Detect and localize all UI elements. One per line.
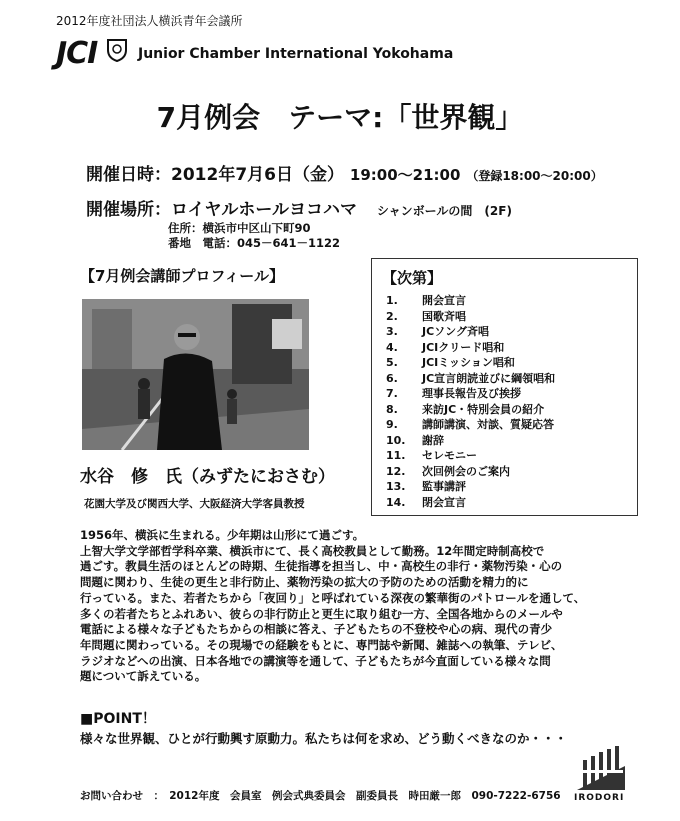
venue-value: ロイヤルホールヨコハマ [171, 200, 357, 220]
address-line-1: 住所：横浜市中区山下町90 [168, 221, 311, 235]
bio-line: 電話による様々な子どもたちからの相談に答え、子どもたちの不登校や心の病、現代の青少 [80, 622, 553, 637]
bio-line: 上智大学文学部哲学科卒業、横浜市にて、長く高校教員として勤務。12年間定時制高校で [80, 543, 545, 558]
speaker-biography [80, 528, 620, 685]
speaker-photo [82, 299, 309, 450]
agenda-list [386, 293, 555, 510]
profile-heading: 【7月例会講師プロフィール】 [80, 267, 284, 285]
event-time: 19:00～21:00 [349, 166, 461, 184]
venue-room: シャンボールの間 (2F) [376, 204, 512, 218]
event-datetime [86, 160, 603, 185]
page-title: 7月例会 テーマ:「世界観」 [156, 101, 524, 134]
agenda-item: 6. JC宣言朗読並びに綱領唱和 [386, 371, 556, 385]
jci-logo: JCI [56, 36, 98, 71]
agenda-item: 5. JCIミッション唱和 [386, 356, 515, 369]
bio-line: 多くの若者たちとふれあい、彼らの非行防止と更生に取り組む一方、全国各地からのメールや [80, 606, 563, 621]
contact-info: お問い合わせ ： 2012年度 会員室 例会式典委員会 副委員長 時田厳一郎 090-7222-6756 [80, 790, 561, 802]
agenda-item: 2. 国歌斉唱 [386, 309, 466, 323]
agenda-item: 11. セレモニー [386, 449, 477, 462]
agenda-item: 13. 監事講評 [386, 480, 466, 493]
point-heading: ■POINT！ [80, 711, 156, 727]
venue-address [168, 221, 340, 251]
agenda-item: 12. 次回例会のご案内 [386, 464, 510, 478]
bio-line: 過ごす。教員生活のほとんどの時期、生徒指導を担当し、中・高校生の非行・薬物汚染・心の [80, 559, 563, 574]
agenda-item: 14. 閉会宣言 [386, 495, 466, 509]
bio-line: 1956年、横浜に生まれる。少年期は山形にて過ごす。 [80, 528, 365, 542]
venue-label: 開催場所： [86, 200, 171, 220]
bio-line: ラジオなどへの出演、日本各地での講演等を通して、子どもたちが今直面している様々な問 [80, 653, 551, 668]
speaker-affiliation: 花園大学及び関西大学、大阪経済大学客員教授 [84, 498, 305, 510]
date-value: 2012年7月6日（金） [171, 165, 344, 185]
jci-org-name: Junior Chamber International Yokohama [138, 46, 454, 62]
event-venue [86, 195, 512, 220]
agenda-item: 3. JCソング斉唱 [386, 325, 489, 338]
agenda-item: 4. JCIクリード唱和 [386, 340, 505, 354]
agenda-item: 9. 講師講演、対談、質疑応答 [386, 418, 554, 431]
bio-line: 年問題に関わっている。その現場での経験をもとに、専門誌や新聞、雑誌への執筆、テレビ、 [80, 637, 563, 652]
organization-name: 2012年度社団法人横浜青年会議所 [56, 14, 243, 28]
agenda-item: 1. 開会宣言 [386, 294, 466, 307]
jci-emblem-icon [106, 38, 128, 62]
bio-line: 題について訴えている。 [80, 669, 207, 684]
agenda-box [371, 258, 638, 516]
agenda-heading: 【次第】 [382, 269, 443, 287]
irodori-logo-text: IRODORI [574, 793, 625, 803]
address-line-2: 番地 電話：045－641－1122 [168, 236, 341, 250]
registration-time: （登録18:00～20:00） [466, 169, 603, 183]
date-label: 開催日時： [86, 165, 171, 185]
speaker-name: 水谷 修 氏（みずたにおさむ） [80, 467, 335, 487]
bio-line: 問題に関わり、生徒の更生と非行防止、薬物汚染の拡大の予防のための活動を精力的に [80, 575, 529, 590]
agenda-item: 8. 来訪JC・特別会員の紹介 [386, 402, 545, 416]
point-text: 様々な世界観、ひとが行動興す原動力。私たちは何を求め、どう動くべきなのか・・・ [80, 731, 568, 746]
agenda-item: 7. 理事長報告及び挨拶 [386, 387, 521, 400]
bio-line: 行っている。また、若者たちから「夜回り」と呼ばれている深夜の繁華街のパトロールを通して、 [80, 590, 586, 605]
irodori-logo-icon [577, 746, 625, 790]
agenda-item: 10. 謝辞 [386, 433, 444, 447]
